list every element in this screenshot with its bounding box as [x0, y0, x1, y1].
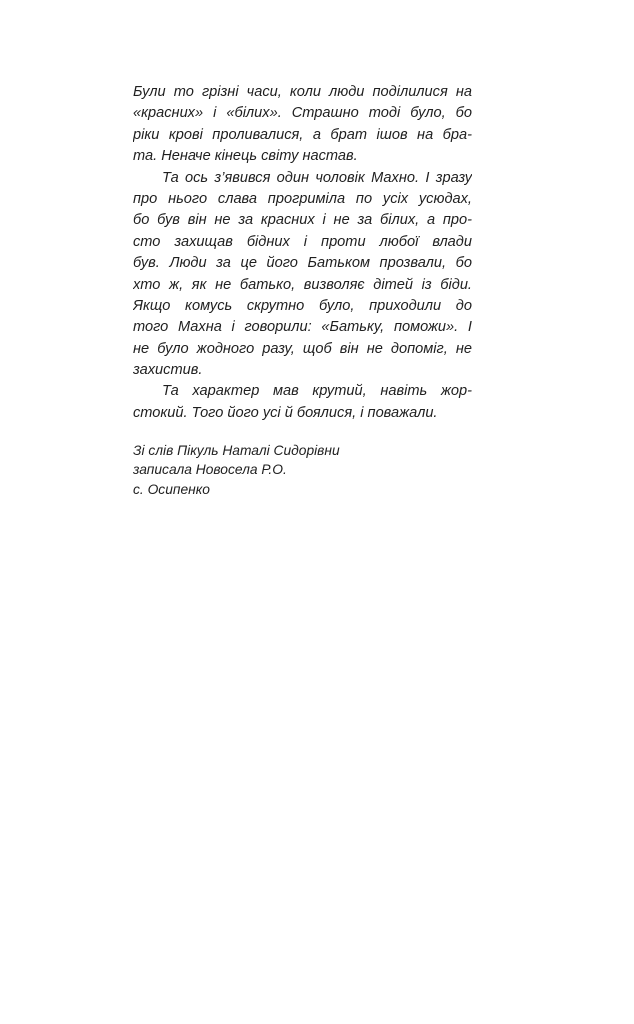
- story-text: [133, 82, 472, 424]
- text-line: Та ось з’явився один чоловік Махно. І зразу: [162, 169, 472, 186]
- text-line: був. Люди за це його Батьком прозвали, бо: [133, 255, 472, 272]
- attribution-village-line: с. Осипенко: [133, 481, 210, 497]
- text-line: та. Неначе кінець світу настав.: [133, 148, 358, 165]
- text-line: стокий. Того його усі й боялися, і поважали.: [133, 404, 438, 421]
- text-line: того Махна і говорили: «Батьку, поможи». І: [133, 319, 472, 336]
- text-line: Були то грізні часи, коли люди поділилися на: [133, 84, 472, 100]
- text-line: захистив.: [133, 362, 203, 379]
- paragraph-1: [133, 82, 472, 168]
- text-line: Та характер мав крутий, навіть жор-: [162, 383, 472, 400]
- text-line: про нього слава прогриміла по усіх усюдах,: [133, 190, 472, 207]
- attribution-recorder-line: записала Новосела Р.О.: [133, 462, 287, 478]
- text-line: хто ж, як не батько, визволяє дітей із біди.: [133, 276, 472, 293]
- text-line: не було жодного разу, щоб він не допоміг, не: [133, 340, 472, 357]
- attribution-source-line: Зі слів Пікуль Наталі Сидорівни: [133, 443, 340, 458]
- text-line: «красних» і «білих». Страшно тоді було, бо: [133, 105, 472, 122]
- text-line: сто захищав бідних і проти любої влади: [133, 233, 472, 250]
- text-line: Якщо комусь скрутно було, приходили до: [133, 297, 472, 314]
- attribution: [133, 441, 433, 499]
- paragraph-3: [133, 381, 472, 424]
- text-line: бо був він не за красних і не за білих, а про-: [133, 212, 472, 229]
- paragraph-2: [133, 168, 472, 382]
- text-line: ріки крові проливалися, а брат ішов на бра-: [133, 126, 472, 143]
